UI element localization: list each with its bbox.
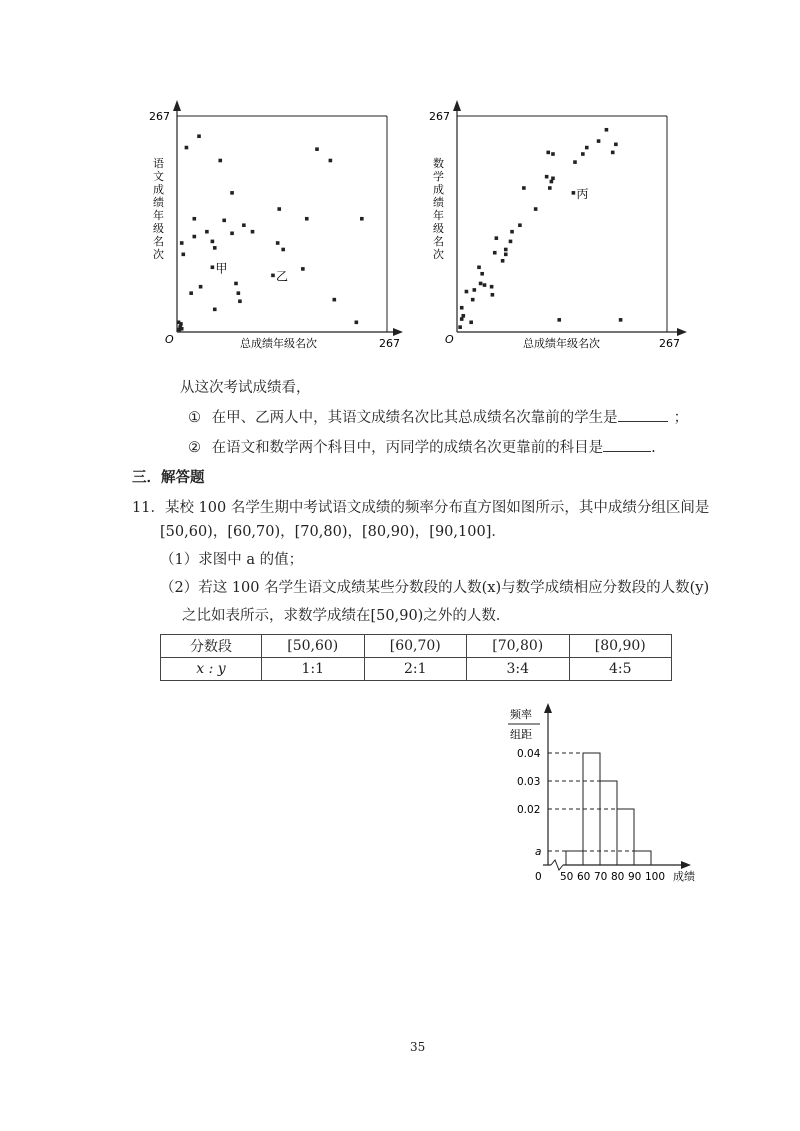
- data-point: [518, 223, 522, 227]
- data-point: [276, 241, 280, 245]
- y-axis-label-char: 名: [433, 235, 444, 248]
- y-axis-label: [433, 156, 444, 261]
- data-point: [469, 320, 473, 324]
- data-point: [193, 235, 197, 239]
- data-point: [483, 283, 487, 287]
- table-cell: 3:4: [467, 658, 570, 681]
- data-point: [189, 291, 193, 295]
- data-point: [473, 288, 477, 292]
- histogram-bar: [617, 809, 634, 865]
- data-point: [614, 143, 618, 147]
- data-point: [509, 240, 513, 244]
- data-point: [490, 285, 494, 289]
- y-axis-label-char: 年: [433, 209, 444, 222]
- question-1-end: ；: [673, 410, 689, 426]
- question-2-end: .: [651, 440, 656, 456]
- x-axis-label: 总成绩年级名次: [240, 337, 317, 350]
- intro-text: 从这次考试成绩看，: [180, 380, 311, 396]
- origin-label: O: [165, 333, 174, 346]
- data-point: [185, 146, 189, 150]
- y-axis-label-char: 成: [433, 183, 444, 196]
- y-axis-label: [153, 157, 164, 261]
- data-point: [510, 230, 514, 234]
- y-tick-label: 0.03: [517, 776, 541, 788]
- hist-xlabel: 成绩: [673, 870, 695, 883]
- table-cell: [50,60): [262, 635, 365, 658]
- data-point: [237, 291, 241, 295]
- y-axis-label-char: 次: [153, 248, 164, 261]
- data-point: [557, 318, 561, 322]
- y-top-label: 267: [429, 110, 450, 123]
- x-tick-label: 60: [577, 871, 591, 883]
- data-point: [213, 308, 217, 312]
- data-point: [305, 217, 309, 221]
- data-point: [465, 290, 469, 294]
- x-tick-label: 80: [611, 871, 625, 883]
- labeled-data-point: [271, 274, 275, 278]
- data-point: [230, 191, 234, 195]
- data-point: [461, 314, 465, 318]
- data-point: [619, 318, 623, 322]
- y-axis-label-char: 绩: [433, 196, 444, 209]
- data-point: [546, 151, 550, 155]
- data-point: [545, 175, 549, 179]
- data-point: [550, 180, 554, 184]
- data-point: [238, 299, 242, 303]
- labeled-data-point: [211, 265, 215, 269]
- data-point: [329, 159, 333, 163]
- sub-question-2-line-1: （2）若这 100 名学生语文成绩某些分数段的人数(x)与数学成绩相应分数段的人数(y): [160, 580, 710, 596]
- annotation-yi: 乙: [275, 269, 288, 284]
- table-cell: 1:1: [262, 658, 365, 681]
- question-2-text: 在语文和数学两个科目中，丙同学的成绩名次更靠前的科目是: [211, 440, 604, 456]
- data-point: [230, 232, 234, 236]
- data-point: [177, 320, 181, 324]
- y-tick-label: 0.04: [517, 748, 541, 760]
- scatter-chart-chinese: [145, 95, 405, 355]
- data-point: [211, 240, 215, 244]
- question-1: [188, 406, 688, 427]
- data-point: [493, 251, 497, 255]
- data-point: [315, 147, 319, 151]
- data-point: [234, 282, 238, 286]
- table-cell: [80,90): [569, 635, 672, 658]
- table-cell: [60,70): [364, 635, 467, 658]
- question-2: [188, 436, 656, 457]
- sub-question-2-line-2: 之比如表所示，求数学成绩在[50,90)之外的人数．: [182, 608, 511, 624]
- data-point: [213, 246, 217, 250]
- y-tick-label: a: [535, 846, 542, 858]
- table-row: [161, 658, 672, 681]
- data-point: [495, 236, 499, 240]
- data-point: [242, 223, 246, 227]
- table-header-row: [161, 635, 672, 658]
- data-point: [458, 325, 462, 329]
- page-number: 35: [410, 1040, 426, 1054]
- data-point: [491, 293, 495, 297]
- data-point: [281, 248, 285, 252]
- data-point: [355, 320, 359, 324]
- y-axis-label-char: 文: [153, 170, 164, 183]
- question-2-number: ②: [188, 440, 201, 456]
- y-axis-label-char: 学: [433, 170, 444, 183]
- section-heading: 三．解答题: [132, 469, 205, 486]
- y-axis-label-char: 成: [153, 183, 164, 196]
- data-point: [611, 151, 615, 155]
- data-point: [181, 253, 185, 257]
- data-point: [197, 134, 201, 138]
- scatter-chart-math: [425, 95, 690, 355]
- problem-11-line-1: 11．某校 100 名学生期中考试语文成绩的频率分布直方图如图所示，其中成绩分组区间是: [132, 500, 710, 516]
- data-point: [222, 219, 226, 223]
- y-axis-label-char: 级: [433, 222, 444, 235]
- data-point: [477, 265, 481, 269]
- data-point: [597, 139, 601, 143]
- data-point: [277, 207, 281, 211]
- y-axis-label-char: 年: [153, 209, 164, 222]
- question-1-number: ①: [188, 410, 201, 426]
- sub-question-1: （1）求图中 a 的值；: [160, 552, 304, 568]
- origin-label: O: [445, 333, 454, 346]
- histogram-bar: [634, 851, 651, 865]
- answer-blank-2[interactable]: [603, 437, 651, 452]
- table-cell: x : y: [161, 658, 262, 681]
- annotation-jia: 甲: [215, 261, 228, 276]
- data-point: [551, 176, 555, 180]
- x-tick-label: 0: [535, 871, 542, 883]
- data-point: [193, 217, 197, 221]
- y-tick-label: 0.02: [517, 804, 541, 816]
- x-tick-label: 70: [594, 871, 608, 883]
- histogram-bar: [600, 781, 617, 865]
- data-point: [585, 146, 589, 150]
- x-end-label: 267: [379, 337, 400, 350]
- data-point: [180, 241, 184, 245]
- histogram-chart: [505, 700, 715, 890]
- histogram-bar: [566, 851, 583, 865]
- y-top-label: 267: [149, 110, 170, 123]
- data-point: [199, 285, 203, 289]
- data-point: [581, 152, 585, 156]
- y-axis-label-char: 名: [153, 235, 164, 248]
- data-point: [180, 327, 184, 331]
- data-point: [573, 160, 577, 164]
- data-point: [534, 207, 538, 211]
- data-point: [504, 248, 508, 252]
- answer-blank-1[interactable]: [618, 407, 668, 422]
- question-1-text: 在甲、乙两人中，其语文成绩名次比其总成绩名次靠前的学生是: [211, 410, 618, 426]
- problem-11-line-2: [50,60)，[60,70)，[70,80)，[80,90)，[90,100]．: [160, 524, 506, 540]
- labeled-data-point: [572, 191, 576, 195]
- data-point: [218, 159, 222, 163]
- data-point: [301, 267, 305, 271]
- x-end-label: 267: [659, 337, 680, 350]
- data-point: [605, 128, 609, 132]
- data-point: [480, 272, 484, 276]
- data-point: [251, 230, 255, 234]
- y-axis-label-char: 级: [153, 222, 164, 235]
- y-axis-label-char: 语: [153, 157, 164, 170]
- table-cell: 2:1: [364, 658, 467, 681]
- table-cell: 分数段: [161, 635, 262, 658]
- x-tick-label: 90: [628, 871, 642, 883]
- data-point: [460, 317, 464, 321]
- data-point: [548, 186, 552, 190]
- hist-ylabel-top: 频率: [510, 708, 532, 721]
- data-point: [333, 298, 337, 302]
- ratio-table: [160, 634, 672, 681]
- data-point: [471, 298, 475, 302]
- y-axis-label-char: 数: [433, 157, 444, 170]
- data-point: [360, 217, 364, 221]
- y-axis-label-char: 次: [433, 248, 444, 261]
- data-point: [504, 253, 508, 257]
- data-point: [501, 259, 505, 263]
- y-axis-label-char: 绩: [153, 196, 164, 209]
- data-point: [460, 306, 464, 310]
- x-tick-label: 100: [645, 871, 666, 883]
- table-cell: 4:5: [569, 658, 672, 681]
- data-point: [479, 282, 483, 286]
- annotation-bing: 丙: [576, 186, 589, 201]
- data-point: [522, 186, 526, 190]
- data-point: [205, 230, 209, 234]
- x-axis-label: 总成绩年级名次: [523, 337, 600, 350]
- data-point: [551, 152, 555, 156]
- hist-ylabel-bottom: 组距: [510, 728, 532, 741]
- table-cell: [70,80): [467, 635, 570, 658]
- x-tick-label: 50: [560, 871, 574, 883]
